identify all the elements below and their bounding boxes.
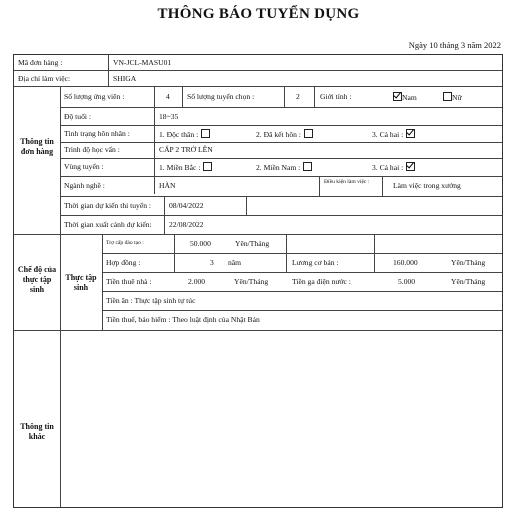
checkbox-icon[interactable] (303, 162, 312, 171)
education-value: CẤP 2 TRỞ LÊN (159, 145, 213, 154)
col-divider (108, 70, 109, 86)
col-divider (374, 234, 375, 272)
col-divider (286, 234, 287, 272)
col-divider (319, 176, 320, 196)
salary-value: 160.000 (393, 258, 418, 267)
departure-date-label: Thời gian xuất cảnh dự kiến: (64, 220, 152, 229)
checkbox-icon[interactable] (443, 92, 452, 101)
age-value: 18~35 (159, 112, 179, 121)
gender-male-option[interactable] (390, 92, 417, 102)
rent-value: 2.000 (188, 277, 206, 286)
row-divider (102, 253, 502, 254)
row-divider (14, 70, 502, 71)
marital-both-label: 3. Cả hai : (372, 130, 404, 139)
section-benefits: Chế độ của thực tập sinh (17, 265, 57, 294)
contract-unit: năm (228, 258, 242, 267)
row-divider (14, 330, 502, 331)
section-trainee: Thực tập sinh (65, 273, 97, 292)
marital-married-option[interactable] (256, 129, 313, 139)
row-divider (60, 176, 502, 177)
training-allowance-label: Trợ cấp đào tạo : (106, 240, 144, 246)
workplace-label: Địa chỉ làm việc: (18, 74, 71, 83)
conditions-label: Điều kiện làm việc : (324, 179, 370, 185)
section-other-info: Thông tin khác (20, 422, 54, 441)
region-both-label: 3. Cả hai : (372, 163, 404, 172)
departure-date-value: 22/08/2022 (169, 220, 204, 229)
checkbox-icon[interactable] (203, 162, 212, 171)
gender-male-label: Nam (402, 93, 417, 102)
col-divider (174, 234, 175, 272)
applicants-value: 4 (166, 92, 170, 101)
col-divider (284, 86, 285, 107)
selected-value: 2 (296, 92, 300, 101)
col-divider (154, 86, 155, 194)
gender-female-label: Nữ (452, 93, 462, 102)
job-value: HÀN (159, 181, 176, 190)
tax-insurance-info: Tiền thuế, bảo hiểm : Theo luật định của Nhật Bản (106, 315, 260, 324)
col-divider (382, 176, 383, 196)
meals-info: Tiền ăn : Thực tập sinh tự túc (106, 296, 196, 305)
selected-label: Số lượng tuyển chọn : (187, 92, 255, 101)
recruitment-form (13, 54, 503, 508)
marital-both-option[interactable] (372, 129, 415, 139)
utilities-label: Tiền ga điện nước : (292, 277, 351, 286)
exam-date-label: Thời gian dự kiến thi tuyển : (64, 201, 152, 210)
applicants-label: Số lượng ứng viên : (64, 92, 125, 101)
section-order-info: Thông tin đơn hàng (20, 137, 54, 156)
col-divider (314, 86, 315, 107)
age-label: Độ tuổi : (64, 112, 92, 121)
rent-label: Tiền thuê nhà : (106, 277, 152, 286)
row-divider (14, 86, 502, 87)
row-divider (102, 310, 502, 311)
job-label: Ngành nghề : (64, 181, 105, 190)
gender-female-option[interactable] (440, 92, 462, 102)
conditions-value: Làm việc trong xưởng (393, 181, 461, 190)
col-divider (182, 86, 183, 107)
contract-label: Hợp đồng : (106, 258, 141, 267)
education-label: Trình độ học vấn : (64, 145, 120, 154)
document-date: Ngày 10 tháng 3 năm 2022 (408, 40, 501, 50)
row-divider (14, 234, 502, 235)
training-allowance-value: 50.000 (190, 239, 211, 248)
order-code-value: VN-JCL-MASU01 (113, 58, 172, 67)
marital-single-option[interactable] (159, 129, 210, 139)
marital-married-label: 2. Đã kết hôn : (256, 130, 301, 139)
order-code-label: Mã đơn hàng : (18, 58, 63, 67)
marital-single-label: 1. Độc thân : (159, 130, 199, 139)
gender-label: Giới tính : (320, 92, 352, 101)
region-label: Vùng tuyển : (64, 162, 104, 171)
row-divider (102, 291, 502, 292)
row-divider (60, 107, 502, 108)
checked-checkbox-icon[interactable] (406, 129, 415, 138)
col-divider (60, 86, 61, 507)
region-both-option[interactable] (372, 162, 415, 172)
row-divider (60, 142, 502, 143)
checked-checkbox-icon[interactable] (393, 92, 402, 101)
region-north-option[interactable] (159, 162, 212, 172)
checked-checkbox-icon[interactable] (406, 162, 415, 171)
page-title: THÔNG BÁO TUYỂN DỤNG (157, 6, 360, 22)
marital-label: Tình trạng hôn nhân : (64, 129, 130, 138)
row-divider (60, 125, 502, 126)
row-divider (102, 272, 502, 273)
contract-value: 3 (210, 258, 214, 267)
col-divider (102, 234, 103, 330)
rent-unit: Yên/Tháng (234, 277, 269, 286)
row-divider (60, 215, 502, 216)
region-north-label: 1. Miền Bắc : (159, 163, 201, 172)
row-divider (60, 196, 502, 197)
exam-date-value: 08/04/2022 (169, 201, 204, 210)
salary-unit: Yên/Tháng (451, 258, 486, 267)
salary-label: Lương cơ bản : (292, 258, 339, 267)
region-south-label: 2. Miền Nam : (256, 163, 301, 172)
workplace-value: SHIGA (113, 74, 137, 83)
row-divider (60, 158, 502, 159)
col-divider (246, 196, 247, 215)
col-divider (108, 55, 109, 70)
training-allowance-unit: Yên/Tháng (235, 239, 270, 248)
checkbox-icon[interactable] (304, 129, 313, 138)
checkbox-icon[interactable] (201, 129, 210, 138)
region-south-option[interactable] (256, 162, 312, 172)
utilities-unit: Yên/Tháng (451, 277, 486, 286)
utilities-value: 5.000 (398, 277, 416, 286)
col-divider (164, 196, 165, 234)
